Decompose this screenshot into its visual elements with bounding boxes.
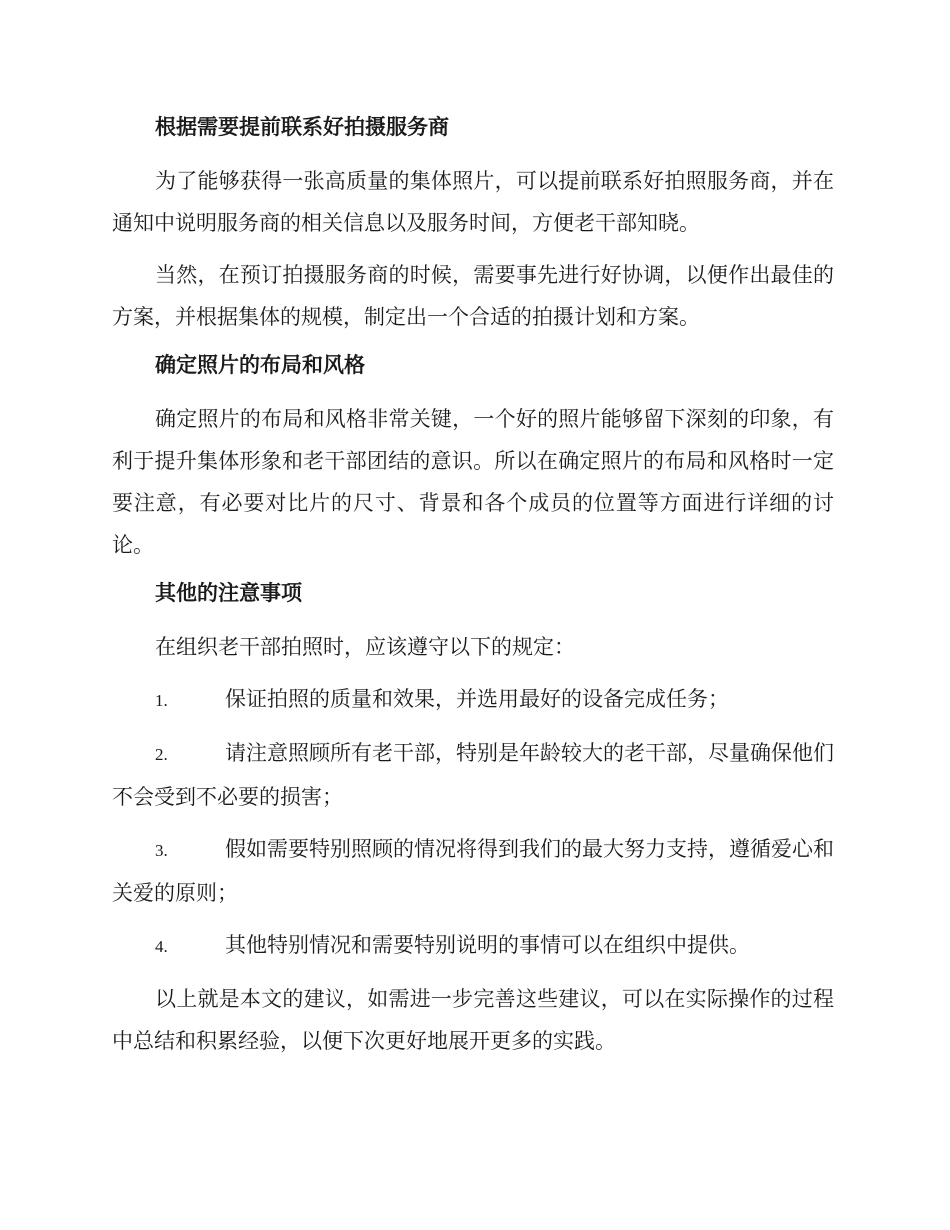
list-item-text: 请注意照顾所有老干部，特别是年龄较大的老干部，尽量确保他们不会受到不必要的损害； [112,741,834,809]
list-item-number: 2. [155,745,168,764]
section-heading: 其他的注意事项 [155,580,302,605]
list-item-text: 保证拍照的质量和效果，并选用最好的设备完成任务； [225,687,729,711]
list-item [112,732,834,818]
section-heading: 确定照片的布局和风格 [155,352,365,377]
list-item [112,828,834,914]
document-body [112,110,834,1072]
section-heading: 根据需要提前联系好拍摄服务商 [155,114,449,139]
closing-paragraph: 以上就是本文的建议，如需进一步完善这些建议，可以在实际操作的过程中总结和积累经验，以便下次更好地展开更多的实践。 [112,987,834,1053]
list-item-number: 3. [155,841,168,860]
paragraph: 当然，在预订拍摄服务商的时候，需要事先进行好协调，以便作出最佳的方案，并根据集体的规模，制定出一个合适的拍摄计划和方案。 [112,263,834,329]
list-item [112,924,834,968]
list-item-text: 其他特别情况和需要特别说明的事情可以在组织中提供。 [225,933,750,957]
paragraph: 为了能够获得一张高质量的集体照片，可以提前联系好拍照服务商，并在通知中说明服务商的相关信息以及服务时间，方便老干部知晓。 [112,169,834,235]
paragraph: 确定照片的布局和风格非常关键，一个好的照片能够留下深刻的印象，有利于提升集体形象和老干部团结的意识。所以在确定照片的布局和风格时一定要注意，有必要对比片的尺寸、背景和各个成员的位置等方面进行详细的讨论。 [112,407,834,557]
paragraph: 在组织老干部拍照时，应该遵守以下的规定： [155,635,575,659]
list-item-text: 假如需要特别照顾的情况将得到我们的最大努力支持，遵循爱心和关爱的原则； [112,837,834,905]
list-item-number: 4. [155,937,168,956]
list-item [112,678,834,722]
list-item-number: 1. [155,691,168,710]
